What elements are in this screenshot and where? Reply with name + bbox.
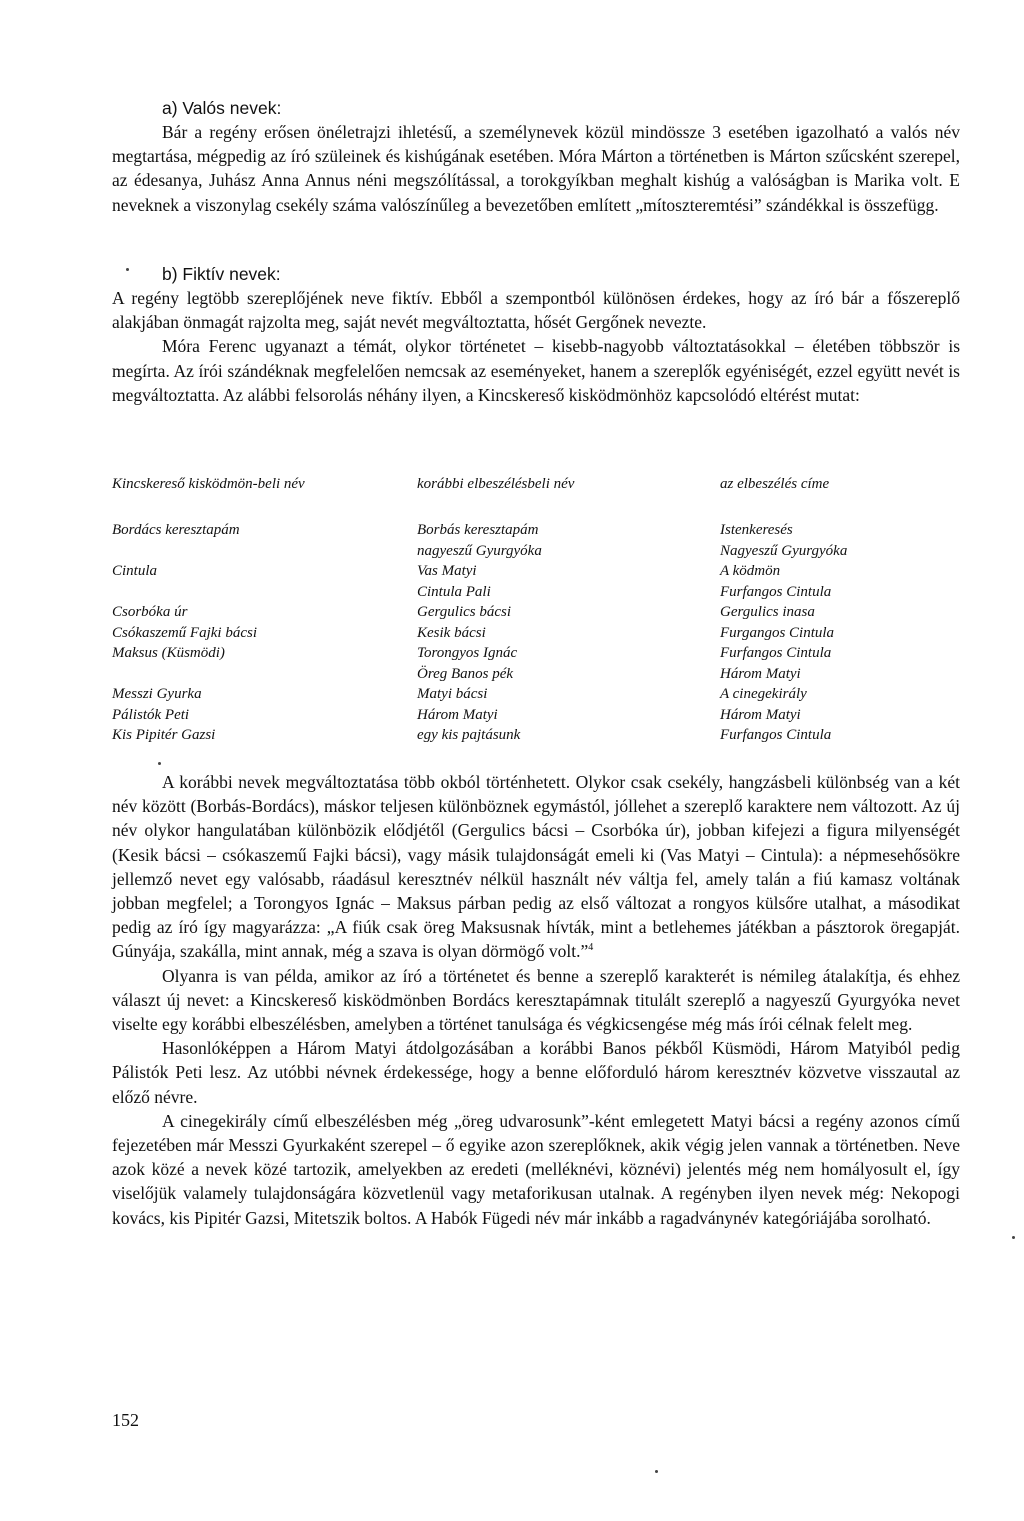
table-cell: Matyi bácsi — [417, 686, 488, 702]
body-paragraph-2: Olyanra is van példa, amikor az író a történetet és benne a szereplő karakterét is némileg átalakítja, és ehhez választ új nevet: a Kincskereső kisködmönben Bordács keresztapámnak titulált szereplő a nagyeszű Gyurgyóka nevet viselte egy korábbi elbeszélésben, amelyben a történet tanulsága és végkicsengése még más írói célnak felelt meg. — [112, 965, 960, 1035]
table-cell: A ködmön — [720, 563, 781, 579]
table-cell: nagyeszű Gyurgyóka — [417, 542, 542, 559]
table-cell: Csókaszemű Fajki bácsi — [112, 624, 257, 641]
table-cell: Nagyeszű Gyurgyóka — [720, 542, 848, 559]
section-b-heading: b) Fiktív nevek: — [162, 264, 281, 284]
section-b-paragraph-2: Móra Ferenc ugyanazt a témát, olykor történetet – kisebb-nagyobb változtatásokkal – életében többször is megírta. Az írói szándéknak megfelelően nemcsak az eseményeket, hanem a szereplők egyéniségét, ezzel együtt nevét is megváltoztatta. Az alábbi felsorolás néhány ilyen, a Kincskereső kisködmönhöz kapcsolódó eltérést mutat: — [112, 336, 960, 405]
table-row — [112, 541, 960, 562]
speck-mark — [1012, 1236, 1015, 1239]
section-a — [112, 96, 960, 217]
table-row — [112, 602, 960, 623]
table-cell: Furfangos Cintula — [720, 645, 832, 661]
name-comparison-table — [112, 476, 960, 746]
body-paragraph-1 — [112, 770, 960, 964]
page-number: 152 — [112, 1410, 139, 1430]
table-row — [112, 705, 960, 726]
table-cell: Bordács keresztapám — [112, 522, 240, 538]
table-row — [112, 684, 960, 705]
table-cell: A cinegekirály — [720, 686, 807, 702]
table-row — [112, 561, 960, 582]
table-cell: Borbás keresztapám — [417, 522, 539, 538]
body-paragraph-4: A cinegekirály című elbeszélésben még „öreg udvarosunk”-ként emlegetett Matyi bácsi a regény azonos című fejezetében már Messzi Gyurkaként szerepel – ő egyike azon szereplőknek, akik végig jelen vannak a történetben. Neve azok közé a nevek közé tartozik, amelyekben az eredeti (melléknévi, köznévi) jelentés még nem homályosult el, így viselőjük valamely tulajdonságára közvetlenül vagy metaforikusan utalnak. A regényben ilyen nevek még: Nekopogi kovács, kis Pipitér Gazsi, Mitetszik boltos. A Habók Fügedi név már inkább a ragadványnév kategóriájába sorolható. — [112, 1110, 960, 1228]
table-cell: Öreg Banos pék — [417, 665, 514, 682]
table-row — [112, 725, 960, 746]
section-a-paragraph: Bár a regény erősen önéletrajzi ihletésű, a személynevek közül mindössze 3 esetében igazolható a valós név megtartása, mégpedig az író szüleinek és kishúgának esetében. Móra Márton a történetben is Márton szűcsként szerepel, az édesanya, Juhász Anna Annus néni megszólítással, a torokgyíkban meghalt kishúg a valóságban is Marika volt. E neveknek a viszonylag csekély száma valószínűleg a bevezetőben említett „mítoszteremtési” szándékkal is összefügg. — [112, 122, 960, 215]
table-cell: Istenkeresés — [720, 522, 793, 538]
body-paragraph-1-text: A korábbi nevek megváltoztatása több okból történhetett. Olykor csak csekély, hangzásbeli különbség van a két név között (Borbás-Bordács), máskor teljesen különböznek egymástól, jóllehet a szereplő karaktere nem változott. Az új név olykor hangulatában különbözik elődjétől (Gergulics bácsi – Csorbóka úr), jobban kifejezi a figura milyenségét (Kesik bácsi – csókaszemű Fajki bácsi), vagy másik tulajdonságát emeli ki (Vas Matyi – Cintula): a népmesehősökre jellemző nevet egy valósabb, ráadásul keresztnév nélkül használt név váltja fel, amely talán a fiú kamasz voltának jobban megfelel; a Torongyos Ignác – Maksus párban pedig az első változat a rongyos külsőre utalhat, a másodikat pedig az író így magyarázza: „A fiúk csak öreg Maksusnak hívták, mint a betlehemes játékban a pásztorok öregapját. Gúnyája, szakálla, mint annak, még a szava is olyan dörmögő volt.” — [112, 772, 960, 962]
footnote-marker: 4 — [588, 942, 594, 954]
table-cell: Messzi Gyurka — [112, 686, 202, 702]
table-header-current-name: Kincskereső kisködmön-beli név — [112, 476, 305, 492]
table-row — [112, 643, 960, 664]
table-row — [112, 582, 960, 603]
table-header-earlier-name: korábbi elbeszélésbeli név — [417, 476, 575, 492]
section-b — [112, 262, 960, 407]
table-cell: Cintula Pali — [417, 583, 491, 600]
table-cell: egy kis pajtásunk — [417, 727, 521, 743]
table-cell: Cintula — [112, 563, 158, 579]
table-header-row — [112, 476, 960, 498]
table-cell: Gergulics bácsi — [417, 604, 512, 620]
table-cell: Kis Pipitér Gazsi — [112, 727, 216, 743]
table-row — [112, 664, 960, 685]
table-cell: Maksus (Küsmödi) — [112, 645, 225, 661]
table-cell: Pálistók Peti — [112, 706, 190, 723]
table-row — [112, 623, 960, 644]
table-cell: Kesik bácsi — [417, 624, 486, 641]
section-b-paragraph-1: A regény legtöbb szereplőjének neve fiktív. Ebből a szempontból különösen érdekes, hogy az író bár a főszereplő alakjában önmagát rajzolta meg, saját nevét megváltoztatta, hősét Gergőnek nevezte. — [112, 288, 960, 333]
table-cell: Csorbóka úr — [112, 604, 188, 620]
table-row — [112, 520, 960, 541]
table-cell: Furgangos Cintula — [720, 624, 835, 641]
table-cell: Három Matyi — [720, 706, 801, 723]
speck-mark — [158, 762, 161, 765]
table-cell: Három Matyi — [720, 665, 801, 682]
table-cell: Furfangos Cintula — [720, 583, 832, 600]
table-cell: Három Matyi — [417, 706, 498, 723]
speck-mark — [655, 1470, 658, 1473]
table-cell: Torongyos Ignác — [417, 645, 518, 661]
table-cell: Vas Matyi — [417, 563, 477, 579]
section-a-heading: a) Valós nevek: — [162, 98, 282, 118]
table-cell: Furfangos Cintula — [720, 727, 832, 743]
body-paragraph-3: Hasonlóképpen a Három Matyi átdolgozásában a korábbi Banos pékből Küsmödi, Három Matyiból pedig Pálistók Peti lesz. Az utóbbi névnek érdekessége, hogy a benne előforduló három keresztnév közvetve visszautal az előző névre. — [112, 1038, 960, 1107]
table-header-story-title: az elbeszélés címe — [720, 476, 830, 492]
speck-mark — [126, 268, 129, 271]
body-text — [112, 770, 960, 1230]
table-cell: Gergulics inasa — [720, 604, 815, 620]
